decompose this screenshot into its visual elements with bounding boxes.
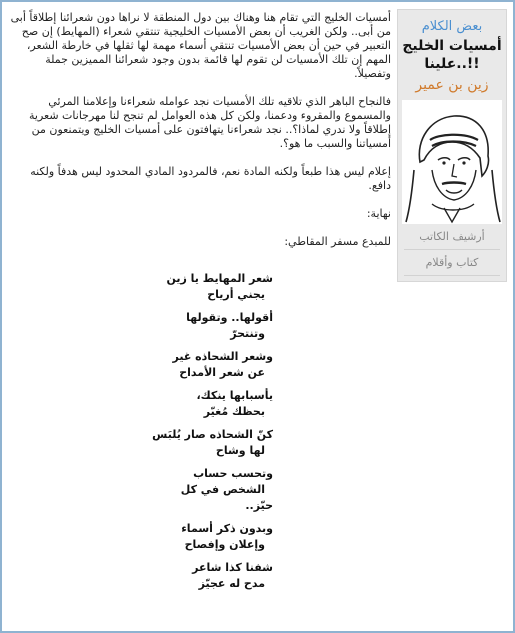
poem-line: يجني أرياح	[207, 288, 265, 301]
column-name: بعض الكلام	[421, 19, 483, 34]
author-archive-link[interactable]: أرشيف الكاتب	[419, 230, 485, 243]
poem-line: كنّ الشحاذه صار يُلبَس	[152, 428, 273, 441]
poem-line: وبدون ذكر أسماء	[181, 522, 273, 535]
article-title-line2: علينا..!!	[424, 56, 480, 72]
poem-line: الشخص في كل	[180, 483, 265, 496]
poem-line: وتحسب حساب	[193, 467, 273, 480]
poem-line: لها وشاح	[215, 444, 265, 457]
poem-couplet	[8, 310, 273, 342]
poem-line: شعر المهايط يا زين	[166, 272, 273, 285]
writers-link[interactable]: كتاب وأقلام	[425, 256, 479, 269]
article-title-line1: أمسيات الخليج	[402, 38, 502, 54]
poem-line: مدح له عجيّز	[198, 577, 265, 590]
poem-line: حيّز..	[245, 499, 273, 512]
article-paragraph: نهاية:	[366, 207, 391, 220]
poem-couplet	[8, 560, 273, 592]
poem-couplet	[8, 349, 273, 381]
sidebar-divider	[404, 275, 500, 276]
poem-line: عن شعر الأمداح	[179, 366, 265, 379]
author-name: زين بن عمير	[415, 77, 489, 93]
author-portrait	[402, 100, 502, 224]
poem-couplet	[8, 466, 273, 514]
poem-line: شفنا كذا شاعر	[192, 561, 273, 574]
poem-couplet	[8, 427, 273, 459]
article-paragraph: للمبدع مسفر المقاطي:	[284, 235, 391, 248]
poem-couplet	[8, 521, 273, 553]
article-title	[398, 37, 506, 73]
article-paragraph: أمسيات الخليج التي تقام هنا وهناك بين دول المنطقة لا نراها دون شعرائنا إطلاقاً أبى من أبى.. ولكن الغريب أن بعض الأمسيات الخليجية تنتقي شعراء (المهايط) إن صح التعبير في حين أن بعض الأمسيات تنتقي أسماء مهمة لها ثقلها في خارطة الشعر، المهم إن تلك الأمسيات لن تقوم لها قائمة بدون وجود شعرائنا المميزين جملة وتفصيلاً.	[10, 11, 391, 80]
article-body	[8, 11, 391, 599]
columnist-sidebar	[397, 9, 507, 282]
article-paragraph: إعلام ليس هذا طبعاً ولكنه المادة نعم، فالمردود المادي المحدود ليس هدفاً ولكنه دافع.	[30, 165, 391, 192]
poem-line: وتنتحرّ	[230, 327, 265, 340]
poem-line: أقولها.. وتقولها	[186, 311, 273, 324]
poem-line: يأسبابها ينكك،	[196, 389, 273, 402]
poem-line: بحظك مُغيّر	[203, 405, 265, 418]
poem-block	[8, 271, 273, 592]
poem-line: وشعر الشحاذه غير	[172, 350, 273, 363]
poem-couplet	[8, 271, 273, 303]
poem-line: وإعلان وإفصاح	[184, 538, 265, 551]
poem-couplet	[8, 388, 273, 420]
article-paragraph: فالنجاح الباهر الذي تلاقيه تلك الأمسيات نجد عوامله شعراءنا وإعلامنا المرئي والمسموع والمقروء ودعمنا، ولكن كل هذه العوامل لم تنجح لنا مهرجانات شعرية إطلاقاً ولا ندري لماذا؟.. نجد شعراءنا يتهافتون على أمسيات الخليج ويتمنعون من أمسياتنا والسبب ما هو؟.	[29, 95, 391, 150]
